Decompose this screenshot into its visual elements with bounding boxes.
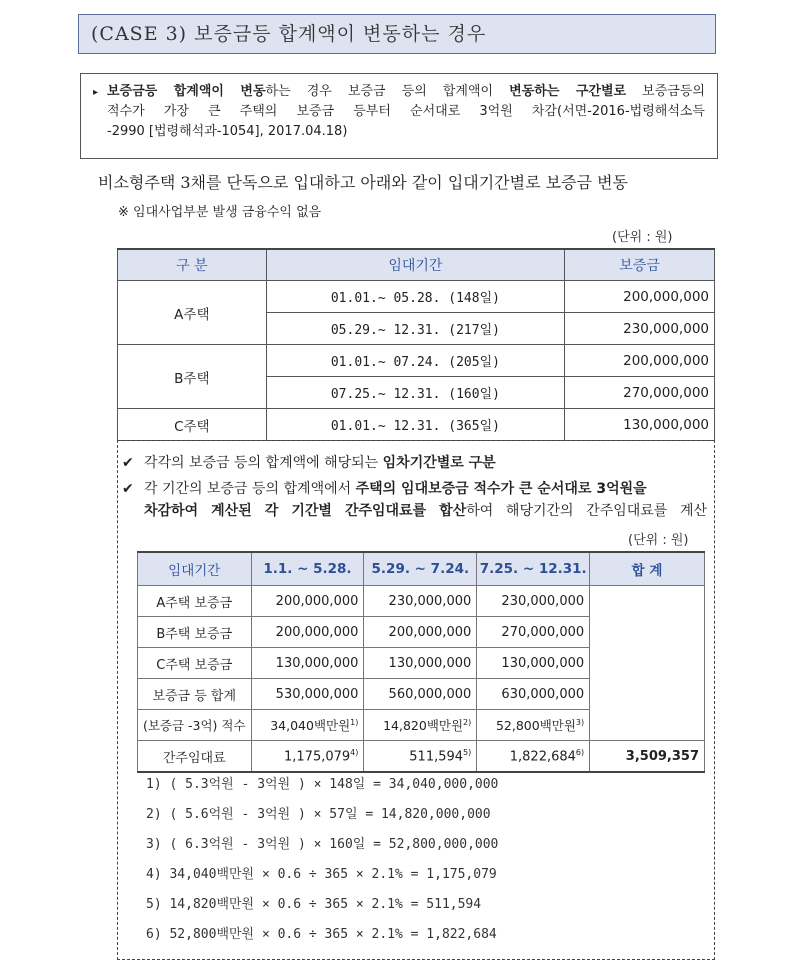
value-cell: 530,000,000 [251, 679, 364, 710]
row-label: 보증금 등 합계 [138, 679, 252, 710]
check-bold: 주택의 임대보증금 적수가 큰 순서대로 3억원을 [355, 481, 647, 497]
deposit-cell: 130,000,000 [565, 409, 715, 441]
col-header-segment-2: 5.29. ~ 7.24. [364, 552, 477, 586]
col-header-period: 임대기간 [138, 552, 252, 586]
col-header-deposit: 보증금 [565, 249, 715, 281]
row-label: (보증금 -3억) 적수 [138, 710, 252, 741]
period-cell: 01.01.~ 05.28. (148일) [266, 281, 564, 313]
check-item-1 [122, 452, 496, 472]
footnote-ref: 3) [575, 717, 585, 727]
deposit-cell: 230,000,000 [565, 313, 715, 345]
value-cell: 230,000,000 [364, 586, 477, 617]
footnote-ref: 5) [463, 747, 472, 757]
footnote: 6) 52,800백만원 × 0.6 ÷ 365 × 2.1% = 1,822,684 [146, 927, 497, 942]
unit-label: (단위 : 원) [628, 533, 689, 548]
table-header-row [118, 249, 715, 281]
value-cell [364, 741, 477, 773]
value-cell: 630,000,000 [477, 679, 590, 710]
check-text: 하여 해당기간의 간주임대료를 계산 [466, 503, 707, 519]
checkmark-icon: ✔ [122, 455, 134, 471]
footnote: 5) 14,820백만원 × 0.6 ÷ 365 × 2.1% = 511,594 [146, 897, 482, 912]
table-row [118, 281, 715, 313]
footnote-ref: 2) [463, 717, 472, 727]
summary-bold: 보증금등 합계액이 변동 [107, 84, 266, 99]
lease-period-table [117, 248, 715, 441]
value-text: 1,822,684 [509, 749, 576, 765]
value-cell: 560,000,000 [364, 679, 477, 710]
value-text: 511,594 [409, 749, 464, 765]
footnote: 2) ( 5.6억원 - 3억원 ) × 57일 = 14,820,000,000 [146, 807, 491, 822]
house-label: C주택 [118, 409, 267, 441]
value-text: 1,175,079 [284, 749, 351, 765]
footnote: 4) 34,040백만원 × 0.6 ÷ 365 × 2.1% = 1,175,079 [146, 867, 497, 882]
house-label: A주택 [118, 281, 267, 345]
value-text: 34,040백만원 [270, 718, 351, 733]
period-cell: 01.01.~ 12.31. (365일) [266, 409, 564, 441]
row-label: A주택 보증금 [138, 586, 252, 617]
summary-line-2: 적수가 가장 큰 주택의 보증금 등부터 순서대로 3억원 차감(서면-2016-법령해석소득 [107, 104, 705, 119]
footnote-ref: 6) [575, 747, 585, 757]
check-item-2 [122, 478, 707, 498]
deposit-cell: 200,000,000 [565, 345, 715, 377]
summary-line-3: -2990 [법령해석과-1054], 2017.04.18) [107, 124, 348, 139]
footnotes [146, 774, 498, 954]
row-label: C주택 보증금 [138, 648, 252, 679]
row-label: 간주임대료 [138, 741, 252, 773]
house-label: B주택 [118, 345, 267, 409]
period-cell: 01.01.~ 07.24. (205일) [266, 345, 564, 377]
value-cell: 200,000,000 [251, 617, 364, 648]
summary-text: 보증금등의 [626, 84, 705, 99]
value-cell [364, 710, 477, 741]
col-header-segment-3: 7.25. ~ 12.31. [477, 552, 590, 586]
table-header-row [138, 552, 705, 586]
check-text: 각각의 보증금 등의 합계액에 해당되는 [144, 455, 383, 471]
footnote: 3) ( 6.3억원 - 3억원 ) × 160일 = 52,800,000,000 [146, 837, 499, 852]
value-cell [251, 710, 364, 741]
period-cell: 05.29.~ 12.31. (217일) [266, 313, 564, 345]
checkmark-icon: ✔ [122, 481, 134, 497]
value-cell [477, 741, 590, 773]
table-row [138, 586, 705, 617]
col-header-period: 임대기간 [266, 249, 564, 281]
value-text: 14,820백만원 [383, 718, 464, 733]
value-text: 52,800백만원 [495, 718, 576, 733]
summary-bold: 변동하는 구간별로 [509, 84, 627, 99]
deposit-cell: 270,000,000 [565, 377, 715, 409]
case-title: (CASE 3) 보증금등 합계액이 변동하는 경우 [78, 14, 716, 54]
intro-text: 비소형주택 3채를 단독으로 입대하고 아래와 같이 입대기간별로 보증금 변동 [98, 173, 629, 192]
value-cell: 130,000,000 [364, 648, 477, 679]
value-cell: 130,000,000 [477, 648, 590, 679]
value-cell: 230,000,000 [477, 586, 590, 617]
bullet-marker: ▸ [93, 87, 99, 98]
check-bold: 차감하여 계산된 각 기간별 간주임대료를 합산 [144, 503, 467, 519]
value-cell: 270,000,000 [477, 617, 590, 648]
value-cell [251, 741, 364, 773]
footnote-ref: 1) [350, 717, 359, 727]
check-text: 각 기간의 보증금 등의 합계액에서 [144, 481, 356, 497]
unit-label: (단위 : 원) [612, 230, 673, 245]
period-cell: 07.25.~ 12.31. (160일) [266, 377, 564, 409]
check-item-2-line-2 [144, 500, 707, 520]
deemed-rent-table [137, 551, 705, 773]
table-row [118, 409, 715, 441]
col-header-segment-1: 1.1. ~ 5.28. [251, 552, 364, 586]
check-bold: 임차기간별로 구분 [382, 455, 496, 471]
footnote-ref: 4) [350, 747, 359, 757]
table-row [138, 741, 705, 773]
deposit-cell: 200,000,000 [565, 281, 715, 313]
summary-line-1 [107, 82, 705, 102]
note-text: ※ 임대사업부분 발생 금융수익 없음 [118, 205, 322, 220]
value-cell: 200,000,000 [251, 586, 364, 617]
total-blank-cell [590, 586, 705, 741]
row-label: B주택 보증금 [138, 617, 252, 648]
col-header-total: 합 계 [590, 552, 705, 586]
value-cell [477, 710, 590, 741]
table-row [118, 345, 715, 377]
summary-box [80, 73, 718, 159]
col-header-category: 구 분 [118, 249, 267, 281]
footnote: 1) ( 5.3억원 - 3억원 ) × 148일 = 34,040,000,000 [146, 777, 499, 792]
total-cell: 3,509,357 [590, 741, 705, 773]
value-cell: 200,000,000 [364, 617, 477, 648]
summary-text: 하는 경우 보증금 등의 합계액이 [265, 84, 510, 99]
value-cell: 130,000,000 [251, 648, 364, 679]
